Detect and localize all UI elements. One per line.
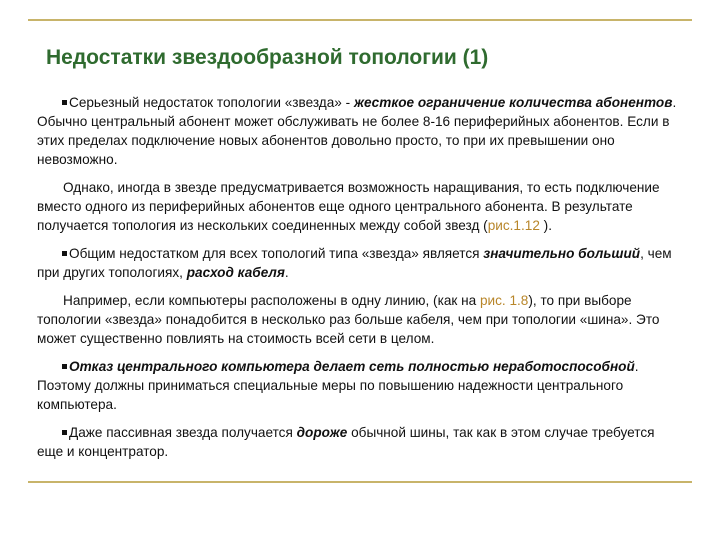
bullet-icon [62, 364, 67, 369]
paragraph-6-text-b: обычной шины, так как в этом случае требуется еще и концентратор. [37, 425, 655, 459]
paragraph-3-text-b: , чем при других топологиях, [37, 246, 672, 280]
paragraph-3-emphasis-b: расход кабеля [186, 265, 285, 280]
bullet-icon [62, 251, 67, 256]
bullet-icon [62, 100, 67, 105]
paragraph-3 [37, 244, 683, 282]
slide-body [37, 93, 683, 470]
paragraph-5 [37, 357, 683, 414]
paragraph-2-text-b: ). [539, 218, 552, 233]
bottom-divider [28, 481, 692, 483]
paragraph-1-text-b: . Обычно центральный абонент может обслуживать не более 8-16 периферийных абонентов. Если в этих пределах подключение новых абонентов довольно просто, то при их превышении оно невозможно. [37, 95, 677, 167]
top-divider [28, 19, 692, 21]
figure-reference-link[interactable]: рис. 1.8 [479, 293, 529, 308]
paragraph-1-emphasis: жесткое ограничение количества абонентов [353, 95, 673, 110]
figure-reference-link[interactable]: рис.1.12 [487, 218, 540, 233]
paragraph-4-text-b: ), то при выборе топологии «звезда» понадобится в несколько раз больше кабеля, чем при топологии «шина». Это может существенно повлиять на стоимость всей сети в целом. [37, 293, 660, 346]
paragraph-3-text-a: Общим недостатком для всех топологий типа «звезда» является [69, 246, 484, 261]
paragraph-6 [37, 423, 683, 461]
bullet-icon [62, 430, 67, 435]
slide-title: Недостатки звездообразной топологии (1) [46, 46, 489, 69]
paragraph-3-emphasis-a: значительно больший [483, 246, 641, 261]
paragraph-2 [37, 178, 683, 235]
paragraph-4 [37, 291, 683, 348]
paragraph-5-text: . Поэтому должны приниматься специальные меры по повышению надежности центрального компьютера. [37, 359, 639, 412]
paragraph-3-text-c: . [284, 265, 289, 280]
paragraph-1 [37, 93, 683, 169]
paragraph-5-emphasis: Отказ центрального компьютера делает сеть полностью неработоспособной [69, 359, 635, 374]
paragraph-4-text-a: Например, если компьютеры расположены в одну линию, (как на [63, 293, 480, 308]
paragraph-6-emphasis: дороже [296, 425, 348, 440]
paragraph-1-text-a: Серьезный недостаток топологии «звезда» - [69, 95, 354, 110]
paragraph-2-text-a: Однако, иногда в звезде предусматривается возможность наращивания, то есть подключение вместо одного из периферийных абонентов еще одного центрального абонента. В результате получается топология из нескольких соединенных между собой звезд ( [37, 180, 660, 233]
paragraph-6-text-a: Даже пассивная звезда получается [69, 425, 297, 440]
